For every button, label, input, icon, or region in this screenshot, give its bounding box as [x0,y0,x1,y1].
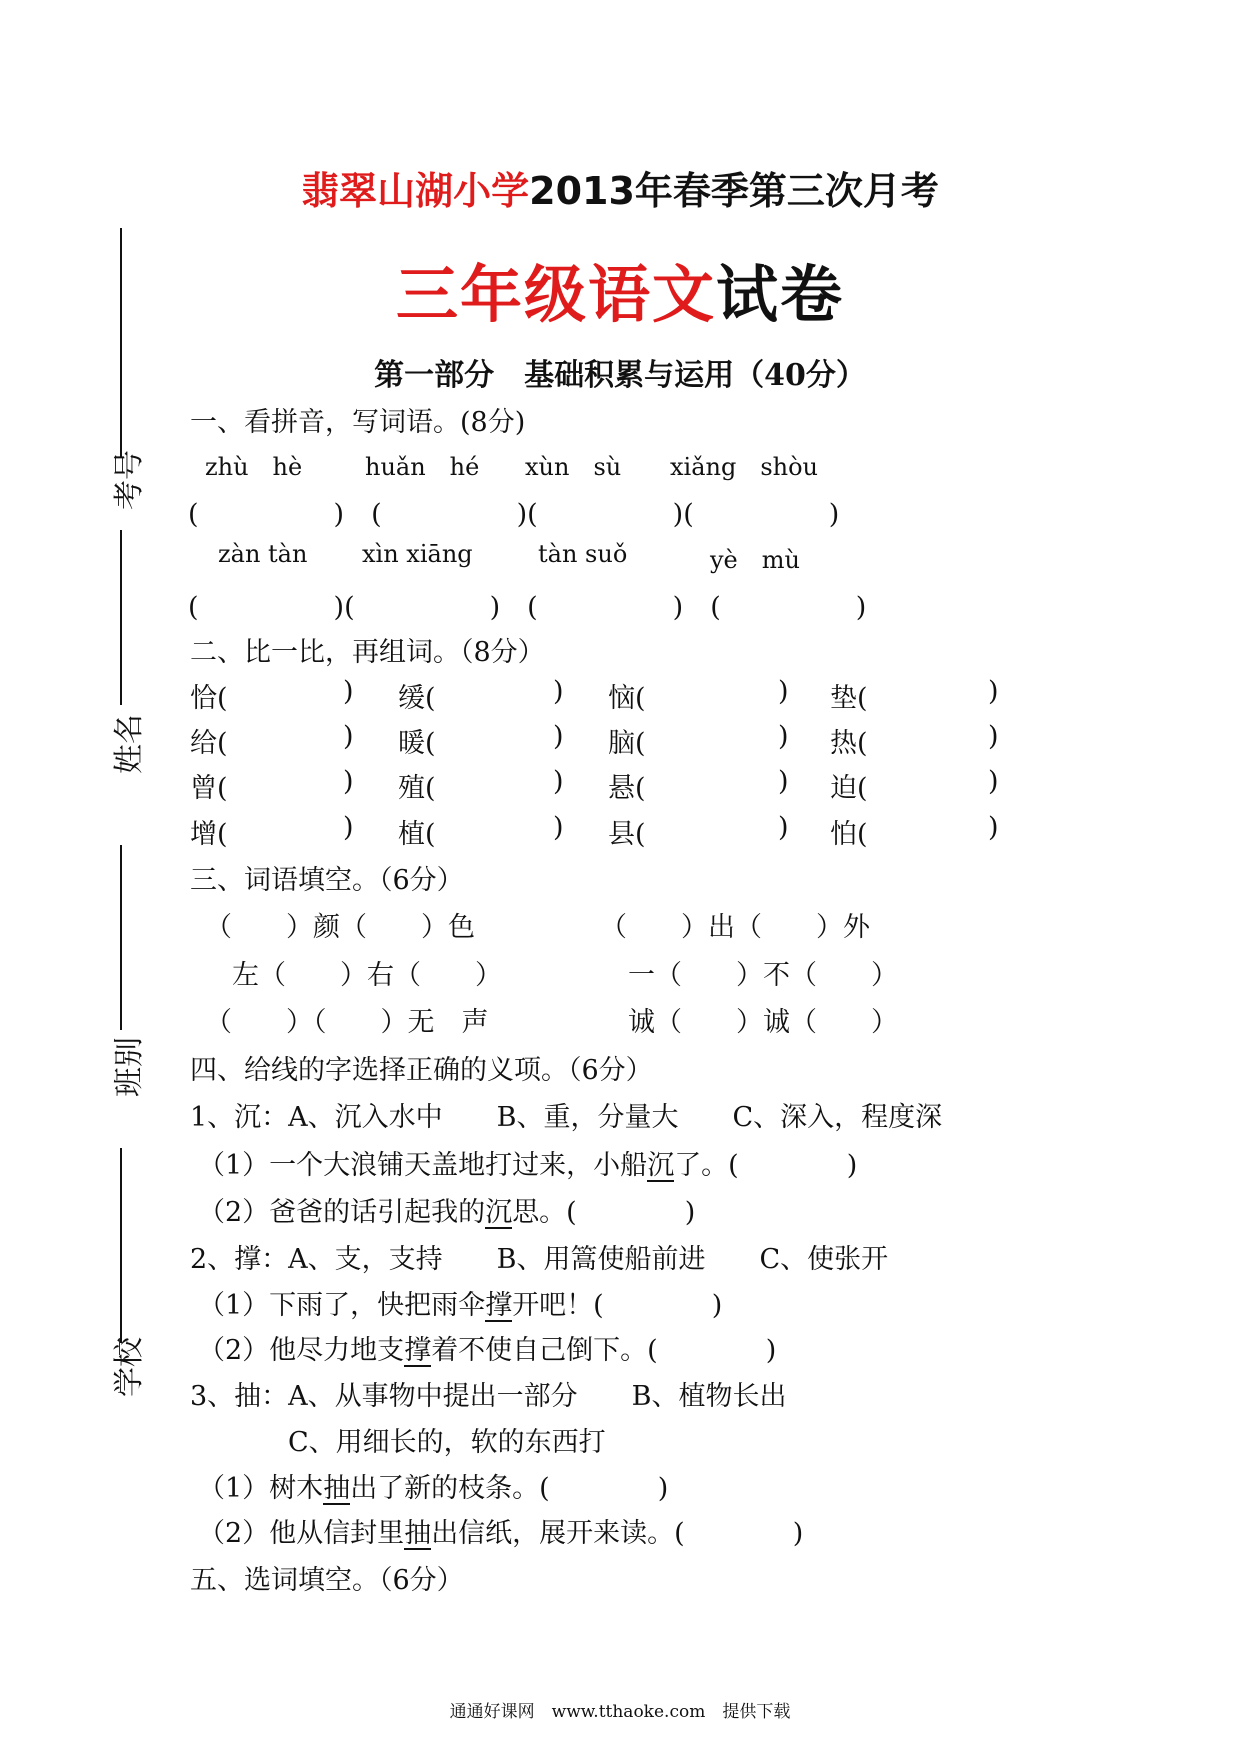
q2-close: ) [343,676,354,707]
q2-char: 暖( [398,728,436,759]
q4-group3-sentence1 [198,1466,668,1505]
q2-char: 恼( [608,683,646,714]
q4-group3-options: 3、抽：A、从事物中提出一部分 B、植物长出 [190,1381,787,1412]
q2-char: 脑( [608,728,646,759]
underlined-char: 撑 [404,1335,432,1366]
sentence-text: （1）树木 [198,1473,324,1504]
q1-blanks-1: ( ) ( )( )( ) [188,499,840,530]
sentence-text: 出了新的枝条。( ) [350,1473,669,1504]
q3-heading: 三、词语填空。（6分） [190,865,464,896]
q2-char: 县( [608,819,646,850]
q4-group1-sentence2 [198,1190,695,1229]
sentence-text: 出信纸，展开来读。( ) [431,1518,804,1549]
sentence-text: 着不使自己倒下。( ) [431,1335,777,1366]
q4-group1-options: 1、沉：A、沉入水中 B、重，分量大 C、深入，程度深 [190,1102,943,1133]
q1-pinyin-1: zhù hè [205,453,303,481]
q2-close: ) [988,812,999,843]
q1-pinyin-2: huǎn hé [365,453,480,481]
sentence-text: （1）一个大浪铺天盖地打过来，小船 [198,1150,648,1181]
q2-char: 殖( [398,773,436,804]
q1-pinyin-7: tàn suǒ [538,540,628,568]
q2-close: ) [778,812,789,843]
sentence-text: 思。( ) [512,1197,696,1228]
paper-title [0,245,1240,334]
q4-group2-sentence2 [198,1328,776,1367]
sentence-text: （2）爸爸的话引起我的 [198,1197,486,1228]
q1-pinyin-5: zàn tàn [218,540,308,568]
q1-pinyin-8: yè mù [710,546,800,574]
q2-close: ) [553,676,564,707]
sentence-text: （2）他尽力地支 [198,1335,405,1366]
q4-group3-options-cont: C、用细长的，软的东西打 [288,1427,606,1458]
q2-close: ) [778,766,789,797]
q2-close: ) [343,812,354,843]
name-label: 姓名 [112,714,147,774]
exam-term: 2013年春季第三次月考 [529,169,939,213]
paper-text: 试卷 [716,258,845,331]
q1-pinyin-6: xìn xiāng [362,540,473,568]
school-label: 学校 [112,1337,147,1397]
underlined-char: 抽 [404,1518,432,1549]
q2-close: ) [553,766,564,797]
q3-item: （ ）（ ）无 声 [205,1007,489,1038]
side-line-4 [120,1148,122,1343]
sentence-text: 开吧！( ) [512,1290,723,1321]
q2-close: ) [553,721,564,752]
q3-item: 诚（ ）诚（ ） [628,1007,898,1038]
q1-pinyin-3: xùn sù [525,453,622,481]
underlined-char: 撑 [485,1290,513,1321]
q2-char: 悬( [608,773,646,804]
q5-heading: 五、选词填空。（6分） [190,1565,464,1596]
q2-close: ) [988,676,999,707]
q2-close: ) [988,721,999,752]
school-name: 翡翠山湖小学 [301,169,530,213]
q1-blanks-2: ( )( ) ( ) ( ) [188,592,867,623]
q4-group2-sentence1 [198,1283,722,1322]
q4-heading: 四、给线的字选择正确的义项。（6分） [190,1055,653,1086]
underlined-char: 沉 [647,1150,675,1181]
q4-group1-sentence1 [198,1143,857,1182]
sentence-text: （2）他从信封里 [198,1518,405,1549]
q2-char: 迫( [830,773,868,804]
q2-close: ) [343,766,354,797]
q3-item: （ ）颜（ ）色 [205,912,475,943]
side-line-3 [120,845,122,1030]
underlined-char: 沉 [485,1197,513,1228]
q2-close: ) [553,812,564,843]
q2-char: 植( [398,819,436,850]
exam-number-label: 考号 [112,450,147,510]
q2-close: ) [778,721,789,752]
subject-text: 语文 [587,258,716,331]
q3-item: （ ）出（ ）外 [600,912,870,943]
q4-group3-sentence2 [198,1511,803,1550]
sentence-text: 了。( ) [674,1150,858,1181]
q1-heading: 一、看拼音，写词语。(8分) [190,407,526,438]
side-line-2 [120,530,122,705]
q2-close: ) [988,766,999,797]
q3-item: 一（ ）不（ ） [628,960,898,991]
q2-char: 曾( [190,773,228,804]
footer-credit: 通通好课网 www.tthaoke.com 提供下载 [449,1702,791,1722]
class-label: 班别 [112,1037,147,1097]
q3-item: 左（ ）右（ ） [232,960,502,991]
part-one-heading: 第一部分 基础积累与运用（40分） [374,358,866,393]
q2-char: 增( [190,819,228,850]
q2-heading: 二、比一比，再组词。（8分） [190,637,545,668]
q2-char: 热( [830,728,868,759]
q4-group2-options: 2、撑：A、支，支持 B、用篙使船前进 C、使张开 [190,1244,889,1275]
q2-char: 缓( [398,683,436,714]
exam-title [0,160,1240,215]
q2-char: 恰( [190,683,228,714]
sentence-text: （1）下雨了，快把雨伞 [198,1290,486,1321]
q1-pinyin-4: xiǎng shòu [670,453,819,481]
q2-char: 垫( [830,683,868,714]
underlined-char: 抽 [323,1473,351,1504]
q2-close: ) [778,676,789,707]
grade-text: 三年级 [395,258,588,331]
q2-close: ) [343,721,354,752]
q2-char: 给( [190,728,228,759]
q2-char: 怕( [830,819,868,850]
